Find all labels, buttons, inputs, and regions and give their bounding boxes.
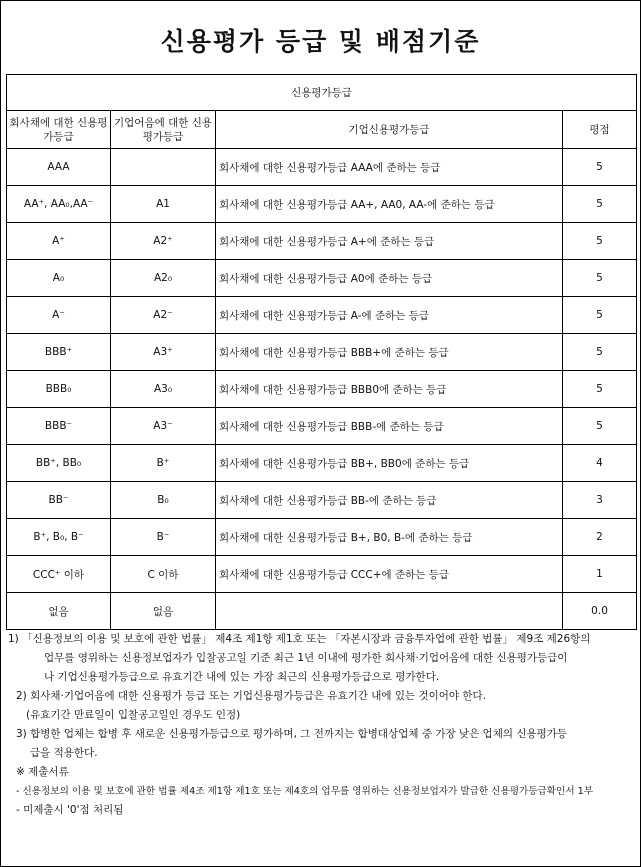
cell-bond: 없음 xyxy=(7,593,111,630)
table-row xyxy=(7,334,637,371)
cell-score: 0.0 xyxy=(563,593,637,630)
cell-corp: 회사채에 대한 신용평가등급 BBB-에 준하는 등급 xyxy=(216,408,563,445)
cell-bond: AAA xyxy=(7,149,111,186)
header-bond: 회사채에 대한 신용평가등급 xyxy=(7,111,111,149)
cell-corp: 회사채에 대한 신용평가등급 A-에 준하는 등급 xyxy=(216,297,563,334)
cell-bond: A⁺ xyxy=(7,223,111,260)
docs-item-2: - 미제출시 '0'점 처리됨 xyxy=(16,804,124,816)
cell-score: 5 xyxy=(563,260,637,297)
cell-corp: 회사채에 대한 신용평가등급 BBB+에 준하는 등급 xyxy=(216,334,563,371)
cell-corp: 회사채에 대한 신용평가등급 BB-에 준하는 등급 xyxy=(216,482,563,519)
note-3-line-2: 급을 적용한다. xyxy=(30,747,98,759)
cell-cp: A2⁻ xyxy=(111,297,216,334)
cell-corp: 회사채에 대한 신용평가등급 B+, B0, B-에 준하는 등급 xyxy=(216,519,563,556)
cell-corp: 회사채에 대한 신용평가등급 AA+, AA0, AA-에 준하는 등급 xyxy=(216,186,563,223)
cell-corp: 회사채에 대한 신용평가등급 A+에 준하는 등급 xyxy=(216,223,563,260)
header-score: 평점 xyxy=(563,111,637,149)
cell-bond: BBB₀ xyxy=(7,371,111,408)
cell-corp: 회사채에 대한 신용평가등급 BB+, BB0에 준하는 등급 xyxy=(216,445,563,482)
table-row xyxy=(7,149,637,186)
table-row xyxy=(7,445,637,482)
note-1-line-2: 업무를 영위하는 신용정보업자가 입찰공고일 기준 최근 1년 이내에 평가한 회사채·기업어음에 대한 신용평가등급이 xyxy=(44,652,568,664)
footnotes xyxy=(6,630,638,820)
cell-bond: BB⁻ xyxy=(7,482,111,519)
docs-title: ※ 제출서류 xyxy=(16,766,69,778)
table-row xyxy=(7,186,637,223)
cell-corp: 회사채에 대한 신용평가등급 A0에 준하는 등급 xyxy=(216,260,563,297)
cell-cp: A3⁺ xyxy=(111,334,216,371)
cell-cp: A1 xyxy=(111,186,216,223)
cell-score: 5 xyxy=(563,223,637,260)
table-row xyxy=(7,519,637,556)
cell-bond: A⁻ xyxy=(7,297,111,334)
cell-score: 5 xyxy=(563,149,637,186)
cell-cp: A2₀ xyxy=(111,260,216,297)
cell-bond: CCC⁺ 이하 xyxy=(7,556,111,593)
cell-bond: A₀ xyxy=(7,260,111,297)
table-row xyxy=(7,482,637,519)
group-header: 신용평가등급 xyxy=(7,75,637,111)
cell-cp: B⁺ xyxy=(111,445,216,482)
table-row xyxy=(7,371,637,408)
header-cp: 기업어음에 대한 신용평가등급 xyxy=(111,111,216,149)
cell-score: 5 xyxy=(563,186,637,223)
header-corp: 기업신용평가등급 xyxy=(216,111,563,149)
cell-bond: BBB⁻ xyxy=(7,408,111,445)
cell-cp: B₀ xyxy=(111,482,216,519)
note-2-line-2: (유효기간 만료일이 입찰공고일인 경우도 인정) xyxy=(26,709,241,721)
note-1-line-1: 1) 「신용정보의 이용 및 보호에 관한 법률」 제4조 제1항 제1호 또는 「자본시장과 금융투자업에 관한 법률」 제9조 제26항의 xyxy=(8,633,591,645)
cell-corp: 회사채에 대한 신용평가등급 CCC+에 준하는 등급 xyxy=(216,556,563,593)
table-group-header-row xyxy=(7,75,637,111)
cell-score: 2 xyxy=(563,519,637,556)
cell-bond: BBB⁺ xyxy=(7,334,111,371)
cell-score: 4 xyxy=(563,445,637,482)
note-1-line-3: 나 기업신용평가등급으로 유효기간 내에 있는 가장 최근의 신용평가등급으로 평가한다. xyxy=(44,671,440,683)
cell-cp: 없음 xyxy=(111,593,216,630)
cell-corp xyxy=(216,593,563,630)
cell-score: 5 xyxy=(563,408,637,445)
cell-corp: 회사채에 대한 신용평가등급 BBB0에 준하는 등급 xyxy=(216,371,563,408)
note-2-line-1: 2) 회사채·기업어음에 대한 신용평가 등급 또는 기업신용평가등급은 유효기간 내에 있는 것이어야 한다. xyxy=(16,690,487,702)
table-row xyxy=(7,556,637,593)
table-header-row xyxy=(7,111,637,149)
cell-cp: C 이하 xyxy=(111,556,216,593)
credit-rating-table xyxy=(6,74,637,630)
table-row xyxy=(7,593,637,630)
cell-cp: A3⁻ xyxy=(111,408,216,445)
cell-score: 5 xyxy=(563,371,637,408)
note-3-line-1: 3) 합병한 업체는 합병 후 새로운 신용평가등급으로 평가하며, 그 전까지는 합병대상업체 중 가장 낮은 업체의 신용평가등 xyxy=(16,728,568,740)
cell-cp: A2⁺ xyxy=(111,223,216,260)
cell-bond: BB⁺, BB₀ xyxy=(7,445,111,482)
table-row xyxy=(7,223,637,260)
page-title: 신용평가 등급 및 배점기준 xyxy=(160,27,481,56)
cell-cp xyxy=(111,149,216,186)
cell-bond: AA⁺, AA₀,AA⁻ xyxy=(7,186,111,223)
table-row xyxy=(7,297,637,334)
docs-item-1: - 신용정보의 이용 및 보호에 관한 법률 제4조 제1항 제1호 또는 제4호의 업무를 영위하는 신용정보업자가 발급한 신용평가등급확인서 1부 xyxy=(16,786,594,797)
cell-bond: B⁺, B₀, B⁻ xyxy=(7,519,111,556)
cell-score: 3 xyxy=(563,482,637,519)
table-row xyxy=(7,408,637,445)
cell-score: 5 xyxy=(563,334,637,371)
table-row xyxy=(7,260,637,297)
cell-cp: B⁻ xyxy=(111,519,216,556)
cell-corp: 회사채에 대한 신용평가등급 AAA에 준하는 등급 xyxy=(216,149,563,186)
cell-score: 1 xyxy=(563,556,637,593)
cell-score: 5 xyxy=(563,297,637,334)
cell-cp: A3₀ xyxy=(111,371,216,408)
